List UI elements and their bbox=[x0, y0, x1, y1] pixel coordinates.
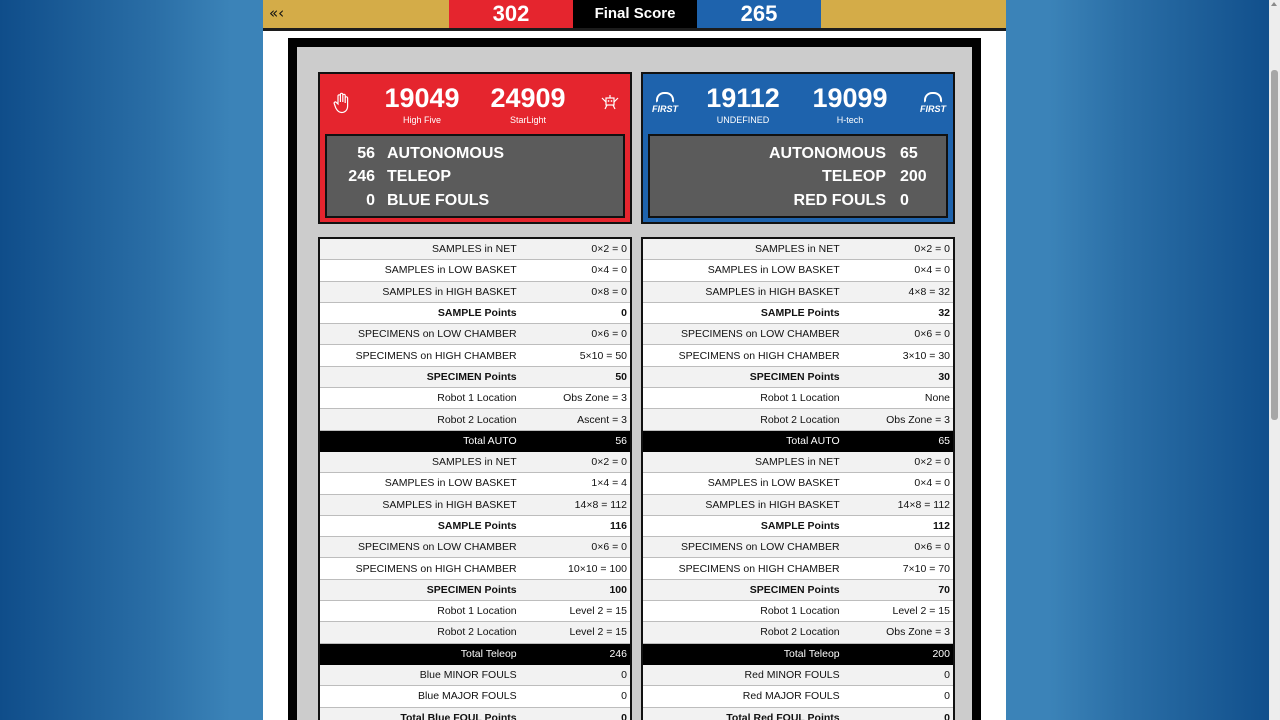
team-name: High Five bbox=[402, 115, 441, 125]
breakdown-row bbox=[643, 622, 953, 643]
breakdown-row bbox=[320, 388, 630, 409]
row-label: Robot 2 Location bbox=[643, 409, 843, 430]
robot-icon bbox=[596, 92, 624, 116]
row-value: 0×4 = 0 bbox=[843, 260, 953, 281]
row-value: 0×8 = 0 bbox=[520, 281, 630, 302]
breakdown-row bbox=[320, 473, 630, 494]
summary-label: TELEOP bbox=[387, 168, 452, 185]
summary-label: BLUE FOULS bbox=[387, 192, 490, 209]
row-label: SAMPLES in HIGH BASKET bbox=[643, 281, 843, 302]
row-value: 0 bbox=[843, 686, 953, 707]
summary-row bbox=[327, 142, 623, 166]
breakdown-row bbox=[643, 345, 953, 366]
blue-summary-box bbox=[648, 134, 948, 218]
breakdown-row bbox=[643, 260, 953, 281]
first-logo-icon bbox=[919, 92, 947, 116]
breakdown-row bbox=[643, 366, 953, 387]
first-logo-text: FIRST bbox=[652, 104, 678, 114]
red-final-score: 302 bbox=[449, 0, 573, 28]
breakdown-frame bbox=[288, 38, 981, 720]
row-label: SPECIMEN Points bbox=[320, 579, 520, 600]
row-label: SAMPLE Points bbox=[320, 515, 520, 536]
summary-label: TELEOP bbox=[821, 168, 886, 185]
breakdown-row bbox=[320, 579, 630, 600]
summary-value: 65 bbox=[900, 145, 918, 162]
row-value: 0 bbox=[520, 686, 630, 707]
first-logo-text: FIRST bbox=[920, 104, 946, 114]
breakdown-row bbox=[320, 707, 630, 720]
row-label: Total Blue FOUL Points bbox=[320, 707, 520, 720]
row-value: 30 bbox=[843, 366, 953, 387]
breakdown-panel bbox=[297, 47, 972, 720]
row-label: SPECIMEN Points bbox=[643, 366, 843, 387]
summary-row bbox=[650, 165, 946, 189]
summary-row bbox=[327, 189, 623, 213]
summary-value: 0 bbox=[900, 192, 909, 209]
score-header-bar bbox=[263, 0, 1006, 31]
team-name: StarLight bbox=[509, 115, 547, 125]
row-label: SAMPLES in LOW BASKET bbox=[643, 260, 843, 281]
row-label: SPECIMEN Points bbox=[320, 366, 520, 387]
breakdown-row bbox=[320, 324, 630, 345]
row-value: 0×6 = 0 bbox=[520, 537, 630, 558]
breakdown-row bbox=[643, 686, 953, 707]
row-value: 1×4 = 4 bbox=[520, 473, 630, 494]
summary-row bbox=[650, 142, 946, 166]
breakdown-row bbox=[643, 409, 953, 430]
summary-row bbox=[327, 165, 623, 189]
row-value: 7×10 = 70 bbox=[843, 558, 953, 579]
breakdown-row bbox=[643, 430, 953, 451]
row-label: SPECIMEN Points bbox=[643, 579, 843, 600]
row-label: Robot 1 Location bbox=[643, 601, 843, 622]
breakdown-row bbox=[643, 601, 953, 622]
summary-label: RED FOULS bbox=[793, 192, 886, 209]
summary-value: 56 bbox=[357, 145, 375, 162]
row-value: 0×4 = 0 bbox=[843, 473, 953, 494]
row-label: SAMPLE Points bbox=[320, 302, 520, 323]
row-label: SAMPLES in HIGH BASKET bbox=[320, 281, 520, 302]
summary-value: 246 bbox=[348, 168, 375, 185]
breakdown-row bbox=[320, 239, 630, 260]
row-label: SAMPLES in LOW BASKET bbox=[643, 473, 843, 494]
scroll-up-icon[interactable] bbox=[1271, 2, 1277, 6]
breakdown-row bbox=[320, 664, 630, 685]
row-value: 0 bbox=[843, 664, 953, 685]
breakdown-row bbox=[320, 643, 630, 664]
row-value: 0×4 = 0 bbox=[520, 260, 630, 281]
breakdown-row bbox=[643, 537, 953, 558]
breakdown-row bbox=[320, 451, 630, 472]
row-label: Red MAJOR FOULS bbox=[643, 686, 843, 707]
row-label: SAMPLES in NET bbox=[643, 451, 843, 472]
row-label: SAMPLES in NET bbox=[320, 451, 520, 472]
row-value: None bbox=[843, 388, 953, 409]
team-number: 19099 bbox=[812, 83, 888, 113]
row-value: 32 bbox=[843, 302, 953, 323]
breakdown-row bbox=[643, 664, 953, 685]
row-label: SAMPLE Points bbox=[643, 302, 843, 323]
breakdown-row bbox=[320, 430, 630, 451]
row-label: SAMPLES in NET bbox=[320, 239, 520, 260]
row-label: Robot 2 Location bbox=[643, 622, 843, 643]
row-label: Total AUTO bbox=[320, 430, 520, 451]
breakdown-row bbox=[643, 643, 953, 664]
row-value: Level 2 = 15 bbox=[843, 601, 953, 622]
breakdown-row bbox=[320, 494, 630, 515]
row-value: 0×6 = 0 bbox=[520, 324, 630, 345]
breakdown-row bbox=[643, 388, 953, 409]
breakdown-row bbox=[643, 281, 953, 302]
row-value: Obs Zone = 3 bbox=[843, 409, 953, 430]
hand-icon bbox=[328, 92, 356, 116]
summary-value: 0 bbox=[366, 192, 375, 209]
breakdown-row bbox=[643, 515, 953, 536]
red-team-2 bbox=[478, 82, 578, 126]
summary-label: AUTONOMOUS bbox=[387, 145, 505, 162]
breakdown-row bbox=[320, 686, 630, 707]
back-nav-icon[interactable]: «‹ bbox=[269, 4, 285, 22]
breakdown-row bbox=[643, 494, 953, 515]
blue-breakdown-table bbox=[641, 237, 955, 720]
row-label: SAMPLES in NET bbox=[643, 239, 843, 260]
row-label: Total Red FOUL Points bbox=[643, 707, 843, 720]
row-value: 116 bbox=[520, 515, 630, 536]
row-value: Obs Zone = 3 bbox=[843, 622, 953, 643]
row-value: Obs Zone = 3 bbox=[520, 388, 630, 409]
row-value: 0×6 = 0 bbox=[843, 324, 953, 345]
row-value: 0 bbox=[520, 707, 630, 720]
score-page bbox=[263, 0, 1006, 720]
row-label: Robot 1 Location bbox=[320, 601, 520, 622]
row-value: 246 bbox=[520, 643, 630, 664]
row-value: Level 2 = 15 bbox=[520, 622, 630, 643]
red-team-1 bbox=[372, 82, 472, 126]
row-label: Total AUTO bbox=[643, 430, 843, 451]
first-logo-icon bbox=[651, 92, 679, 116]
row-label: Red MINOR FOULS bbox=[643, 664, 843, 685]
row-label: SPECIMENS on HIGH CHAMBER bbox=[643, 345, 843, 366]
breakdown-row bbox=[320, 409, 630, 430]
breakdown-row bbox=[643, 473, 953, 494]
breakdown-row bbox=[320, 366, 630, 387]
breakdown-row bbox=[320, 622, 630, 643]
row-label: Total Teleop bbox=[320, 643, 520, 664]
row-value: 56 bbox=[520, 430, 630, 451]
breakdown-row bbox=[320, 302, 630, 323]
red-alliance-card bbox=[318, 72, 632, 224]
row-label: Blue MINOR FOULS bbox=[320, 664, 520, 685]
row-value: 0×2 = 0 bbox=[520, 451, 630, 472]
row-label: SPECIMENS on HIGH CHAMBER bbox=[320, 558, 520, 579]
breakdown-row bbox=[320, 537, 630, 558]
breakdown-row bbox=[320, 515, 630, 536]
breakdown-row bbox=[643, 707, 953, 720]
breakdown-row bbox=[320, 281, 630, 302]
team-name: H-tech bbox=[836, 115, 864, 125]
row-label: SPECIMENS on LOW CHAMBER bbox=[320, 537, 520, 558]
row-value: 112 bbox=[843, 515, 953, 536]
row-value: Ascent = 3 bbox=[520, 409, 630, 430]
row-value: 5×10 = 50 bbox=[520, 345, 630, 366]
blue-alliance-card bbox=[641, 72, 955, 224]
row-label: SAMPLES in HIGH BASKET bbox=[643, 494, 843, 515]
row-value: 0×6 = 0 bbox=[843, 537, 953, 558]
red-summary-box bbox=[325, 134, 625, 218]
row-value: 100 bbox=[520, 579, 630, 600]
breakdown-row bbox=[643, 302, 953, 323]
row-label: Robot 2 Location bbox=[320, 409, 520, 430]
row-label: SPECIMENS on HIGH CHAMBER bbox=[643, 558, 843, 579]
row-value: 50 bbox=[520, 366, 630, 387]
row-label: SAMPLE Points bbox=[643, 515, 843, 536]
page-scrollbar[interactable] bbox=[1269, 0, 1280, 720]
row-label: Robot 1 Location bbox=[320, 388, 520, 409]
row-label: SPECIMENS on LOW CHAMBER bbox=[320, 324, 520, 345]
row-label: SAMPLES in LOW BASKET bbox=[320, 260, 520, 281]
breakdown-row bbox=[320, 260, 630, 281]
row-label: Blue MAJOR FOULS bbox=[320, 686, 520, 707]
row-value: 200 bbox=[843, 643, 953, 664]
breakdown-row bbox=[320, 345, 630, 366]
breakdown-row bbox=[643, 451, 953, 472]
row-label: Total Teleop bbox=[643, 643, 843, 664]
row-label: SPECIMENS on HIGH CHAMBER bbox=[320, 345, 520, 366]
row-value: 0 bbox=[520, 302, 630, 323]
breakdown-row bbox=[643, 558, 953, 579]
row-value: 65 bbox=[843, 430, 953, 451]
row-value: 4×8 = 32 bbox=[843, 281, 953, 302]
blue-team-2 bbox=[800, 82, 900, 126]
row-label: Robot 1 Location bbox=[643, 388, 843, 409]
row-label: SAMPLES in HIGH BASKET bbox=[320, 494, 520, 515]
breakdown-row bbox=[320, 558, 630, 579]
row-value: 0 bbox=[520, 664, 630, 685]
row-value: 70 bbox=[843, 579, 953, 600]
scrollbar-thumb[interactable] bbox=[1271, 70, 1278, 420]
summary-label: AUTONOMOUS bbox=[768, 145, 886, 162]
row-value: 0×2 = 0 bbox=[843, 451, 953, 472]
team-number: 19049 bbox=[384, 83, 460, 113]
breakdown-row bbox=[643, 324, 953, 345]
row-label: SPECIMENS on LOW CHAMBER bbox=[643, 324, 843, 345]
team-number: 19112 bbox=[706, 83, 780, 113]
summary-row bbox=[650, 189, 946, 213]
row-label: Robot 2 Location bbox=[320, 622, 520, 643]
row-value: 10×10 = 100 bbox=[520, 558, 630, 579]
row-value: 14×8 = 112 bbox=[520, 494, 630, 515]
breakdown-row bbox=[320, 601, 630, 622]
breakdown-row bbox=[643, 239, 953, 260]
blue-team-1 bbox=[693, 82, 793, 126]
row-value: 3×10 = 30 bbox=[843, 345, 953, 366]
blue-final-score: 265 bbox=[697, 0, 821, 28]
breakdown-row bbox=[643, 579, 953, 600]
team-name: UNDEFINED bbox=[716, 115, 770, 125]
row-value: 0×2 = 0 bbox=[843, 239, 953, 260]
row-value: 0×2 = 0 bbox=[520, 239, 630, 260]
row-value: 14×8 = 112 bbox=[843, 494, 953, 515]
row-label: SAMPLES in LOW BASKET bbox=[320, 473, 520, 494]
summary-value: 200 bbox=[900, 168, 927, 185]
row-value: Level 2 = 15 bbox=[520, 601, 630, 622]
red-breakdown-table bbox=[318, 237, 632, 720]
final-score-label: Final Score bbox=[573, 0, 697, 28]
row-value: 0 bbox=[843, 707, 953, 720]
team-number: 24909 bbox=[490, 83, 566, 113]
row-label: SPECIMENS on LOW CHAMBER bbox=[643, 537, 843, 558]
